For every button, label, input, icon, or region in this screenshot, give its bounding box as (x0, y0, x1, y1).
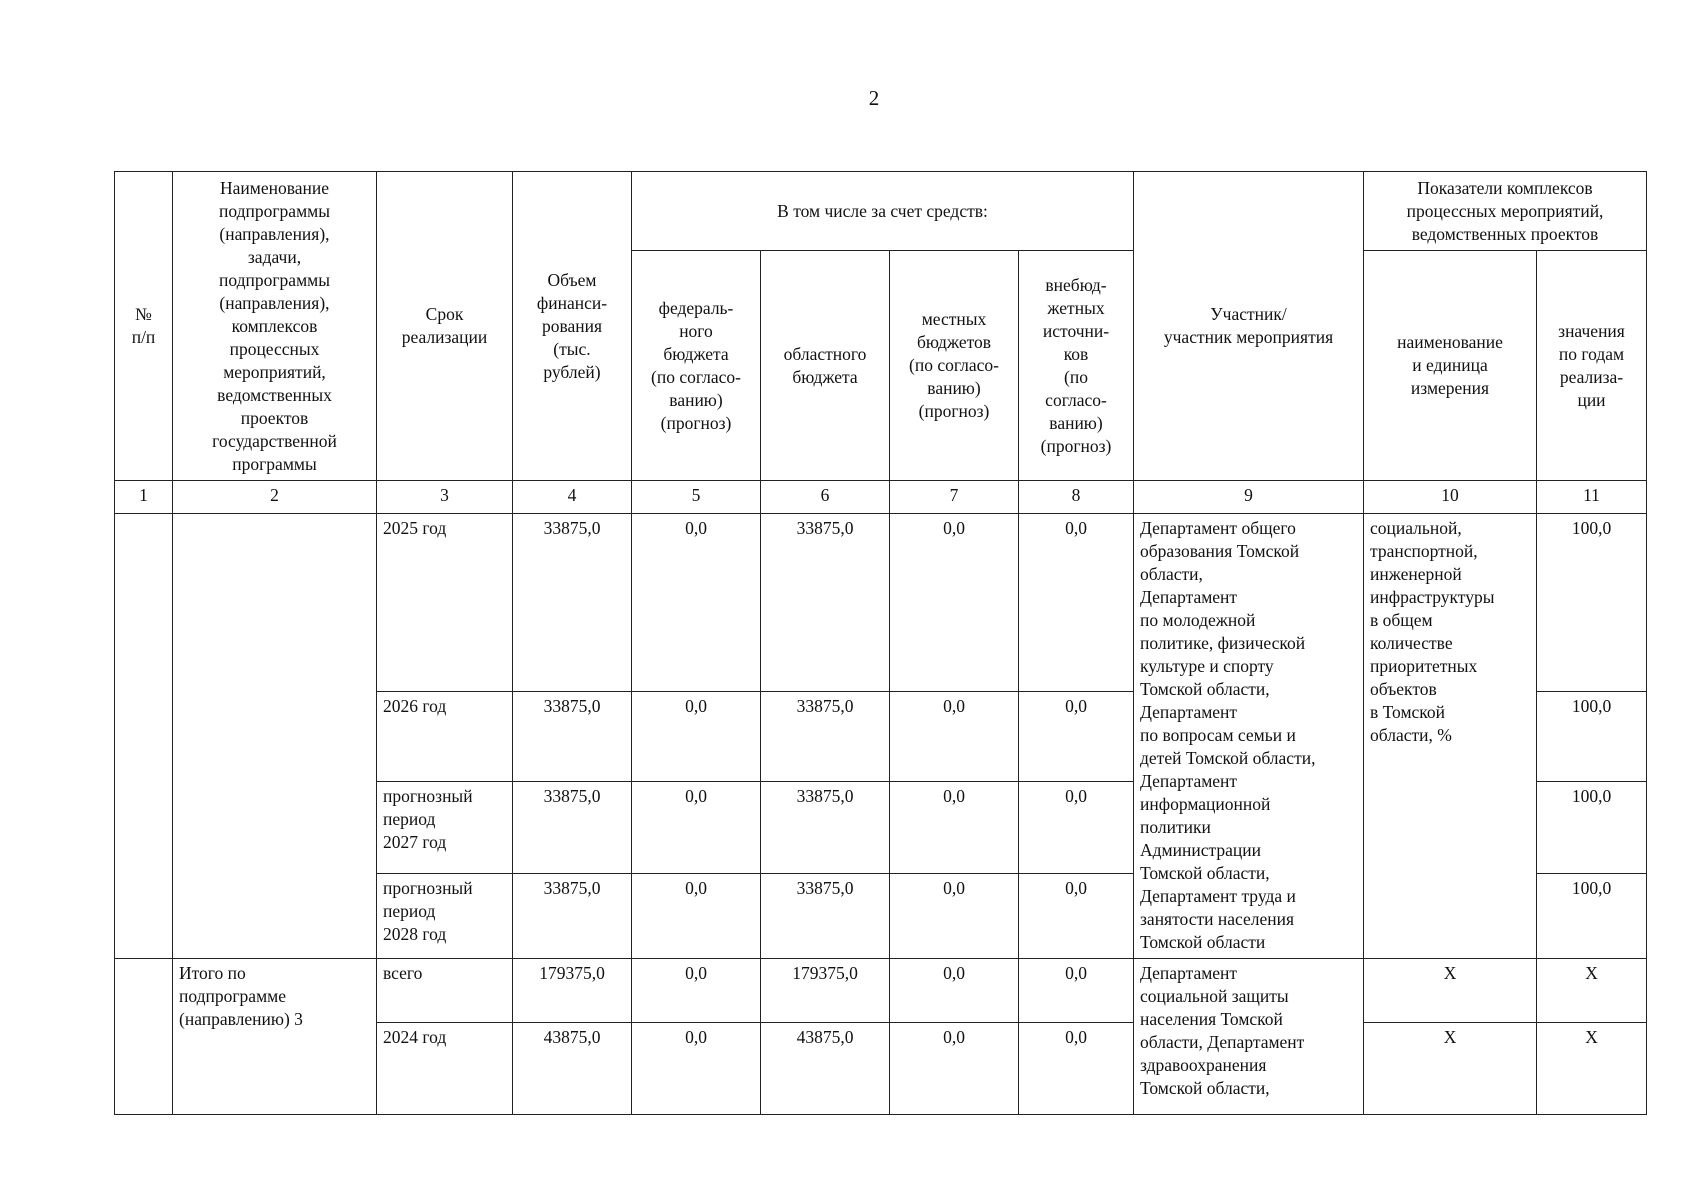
period-cell: 2025 год (377, 514, 513, 692)
local-cell: 0,0 (890, 874, 1019, 959)
index-cell: 11 (1537, 481, 1647, 514)
header-federal: федераль- ного бюджета (по согласо- ванию) (прогноз) (632, 251, 761, 481)
header-local: местных бюджетов (по согласо- ванию) (прогноз) (890, 251, 1019, 481)
indicator-name-cell: X (1364, 959, 1537, 1023)
index-cell: 8 (1019, 481, 1134, 514)
table-row (115, 514, 1647, 692)
indicator-value-cell: 100,0 (1537, 692, 1647, 782)
index-cell: 6 (761, 481, 890, 514)
header-indicator-name: наименование и единица измерения (1364, 251, 1537, 481)
index-cell: 4 (513, 481, 632, 514)
indicator-name-cell: X (1364, 1023, 1537, 1115)
subprogram-total-name: Итого по подпрограмме (направлению) 3 (173, 959, 377, 1115)
indicator-value-cell: 100,0 (1537, 514, 1647, 692)
participant-cell: Департамент социальной защиты населения Томской области, Департамент здравоохранения Томской области, (1134, 959, 1364, 1115)
regional-cell: 33875,0 (761, 782, 890, 874)
participant-cell: Департамент общего образования Томской области, Департамент по молодежной политике, физической культуре и спорту Томской области, Департамент по вопросам семьи и детей Томской области, Департамент информационной политики Администрации Томской области, Департамент труда и занятости населения Томской области (1134, 514, 1364, 959)
index-cell: 3 (377, 481, 513, 514)
extra-cell: 0,0 (1019, 959, 1134, 1023)
total-cell: 33875,0 (513, 874, 632, 959)
column-index-row (115, 481, 1647, 514)
page-number: 2 (868, 86, 880, 110)
header-regional: областного бюджета (761, 251, 890, 481)
total-cell: 33875,0 (513, 692, 632, 782)
header-funds-group: В том числе за счет средств: (632, 172, 1134, 251)
header-number: № п/п (115, 172, 173, 481)
index-cell: 5 (632, 481, 761, 514)
header-name: Наименование подпрограммы (направления), задачи, подпрограммы (направления), комплексов процессных мероприятий, ведомственных проектов государственной программы (173, 172, 377, 481)
regional-cell: 33875,0 (761, 874, 890, 959)
period-cell: 2026 год (377, 692, 513, 782)
period-cell: прогнозный период 2027 год (377, 782, 513, 874)
federal-cell: 0,0 (632, 692, 761, 782)
regional-cell: 33875,0 (761, 514, 890, 692)
index-cell: 1 (115, 481, 173, 514)
regional-cell: 43875,0 (761, 1023, 890, 1115)
federal-cell: 0,0 (632, 1023, 761, 1115)
index-cell: 9 (1134, 481, 1364, 514)
total-cell: 33875,0 (513, 782, 632, 874)
index-cell: 10 (1364, 481, 1537, 514)
extra-cell: 0,0 (1019, 692, 1134, 782)
federal-cell: 0,0 (632, 514, 761, 692)
indicator-name-cell: социальной, транспортной, инженерной инфраструктуры в общем количестве приоритетных объектов в Томской области, % (1364, 514, 1537, 959)
federal-cell: 0,0 (632, 959, 761, 1023)
header-participant: Участник/ участник мероприятия (1134, 172, 1364, 481)
row-name-cell (173, 514, 377, 959)
header-indicator-values: значения по годам реализа- ции (1537, 251, 1647, 481)
index-cell: 7 (890, 481, 1019, 514)
header-total-funding: Объем финанси- рования (тыс. рублей) (513, 172, 632, 481)
header-extra: внебюд- жетных источни- ков (по согласо- ванию) (прогноз) (1019, 251, 1134, 481)
index-cell: 2 (173, 481, 377, 514)
total-cell: 33875,0 (513, 514, 632, 692)
total-cell: 43875,0 (513, 1023, 632, 1115)
federal-cell: 0,0 (632, 874, 761, 959)
extra-cell: 0,0 (1019, 514, 1134, 692)
header-indicators-group: Показатели комплексов процессных мероприятий, ведомственных проектов (1364, 172, 1647, 251)
header-period: Срок реализации (377, 172, 513, 481)
local-cell: 0,0 (890, 782, 1019, 874)
local-cell: 0,0 (890, 1023, 1019, 1115)
extra-cell: 0,0 (1019, 1023, 1134, 1115)
local-cell: 0,0 (890, 514, 1019, 692)
row-number-cell (115, 514, 173, 959)
regional-cell: 179375,0 (761, 959, 890, 1023)
extra-cell: 0,0 (1019, 782, 1134, 874)
period-cell: прогнозный период 2028 год (377, 874, 513, 959)
federal-cell: 0,0 (632, 782, 761, 874)
header-row-1 (115, 172, 1647, 251)
period-cell: 2024 год (377, 1023, 513, 1115)
regional-cell: 33875,0 (761, 692, 890, 782)
table-row (115, 959, 1647, 1023)
total-cell: 179375,0 (513, 959, 632, 1023)
period-cell: всего (377, 959, 513, 1023)
local-cell: 0,0 (890, 692, 1019, 782)
local-cell: 0,0 (890, 959, 1019, 1023)
indicator-value-cell: X (1537, 959, 1647, 1023)
indicator-value-cell: 100,0 (1537, 874, 1647, 959)
indicator-value-cell: 100,0 (1537, 782, 1647, 874)
row-number-cell (115, 959, 173, 1115)
extra-cell: 0,0 (1019, 874, 1134, 959)
indicator-value-cell: X (1537, 1023, 1647, 1115)
program-table (114, 171, 1647, 1115)
